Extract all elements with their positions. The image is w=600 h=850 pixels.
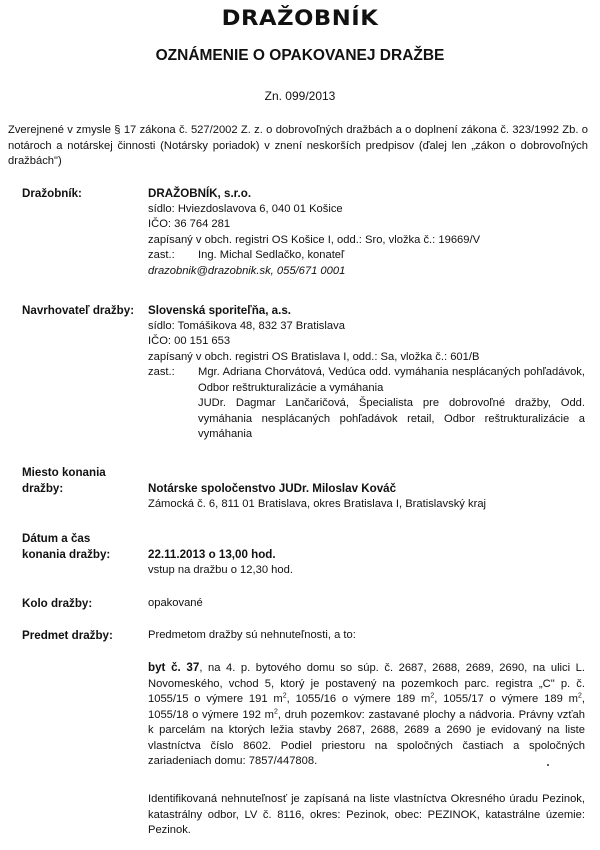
document-title: OZNÁMENIE O OPAKOVANEJ DRAŽBE [155, 47, 445, 64]
auctioneer-contact: drazobnik@drazobnik.sk, 055/671 0001 [148, 264, 346, 277]
flat-text-1: , na 4. p. bytového domu so súp. č. 2687, 2688, 2689, 2690, na ulici L. Novomeského, vchod 5, ktorý je postavený na pozemkoch parc. registra „C" p. č. 1055/15 o výmere 191 m [148, 662, 586, 705]
proposer-register: zapísaný v obch. registri OS Bratislava I, odd.: Sa, vložka č.: 601/B [148, 350, 480, 363]
flat-sup-3: 2 [577, 692, 582, 700]
auctioneer-ico: IČO: 36 764 281 [148, 218, 231, 230]
subject-label: Predmet dražby: [22, 629, 113, 642]
datetime-entry: vstup na dražbu o 12,30 hod. [148, 563, 293, 576]
venue-name: Notárske spoločenstvo JUDr. Miloslav Kováč [148, 482, 397, 495]
flat-text-5: , druh pozemkov: zastavané plochy a nádvoria. Právny vzťah k parcelám na ktorých ležia stavby 2687, 2688, 2689 a 2690 je evidovaný na liste vlastníctva číslo 8602. Podiel priestoru na spoločných častiach a spoločných zariadeniach domu: 7857/447808. [148, 708, 585, 767]
proposer-rep-1: Mgr. Adriana Chorvátová, Vedúca odd. vymáhania nesplácaných pohľadávok, Odbor reštrukturalizácie a vymáhania [198, 366, 585, 394]
reference-number: Zn. 099/2013 [264, 89, 336, 103]
proposer-ico: IČO: 00 151 653 [148, 335, 231, 347]
auctioneer-seat: sídlo: Hviezdoslavova 6, 040 01 Košice [148, 202, 343, 215]
flat-sup-1: 2 [282, 692, 287, 700]
proposer-rep-2: JUDr. Dagmar Lančaričová, Špecialista pre dobrovoľné dražby, Odd. vymáhania nesplácaných pohľadávok retail, Odbor reštrukturalizácie a vymáhania [198, 397, 585, 440]
flat-text-4: , 1055/18 o výmere 192 m [148, 693, 585, 721]
flat-number: byt č. 37 [148, 661, 200, 674]
round-value: opakované [148, 597, 203, 609]
venue-label-line-2: dražby: [22, 481, 64, 495]
company-logo: DRAŽOBNÍK [221, 6, 379, 30]
datetime-label-line-2: konania dražby: [22, 547, 111, 561]
proposer-name: Slovenská sporiteľňa, a.s. [148, 304, 292, 317]
proposer-seat: sídlo: Tomášikova 48, 832 37 Bratislava [148, 319, 345, 332]
auctioneer-rep-label: zast.: [148, 249, 175, 261]
auctioneer-label: Dražobník: [22, 187, 82, 200]
venue-label [22, 465, 142, 496]
proposer-rep-label: zast.: [148, 366, 175, 378]
registry-text: Identifikovaná nehnuteľnosť je zapísaná na liste vlastníctva Okresného úradu Pezinok, katastrálny odbor, LV č. 8116, okres: Pezinok, obec: PEZINOK, katastrálne územie: Pezinok. [148, 793, 585, 836]
datetime-label-line-1: Dátum a čas [22, 532, 91, 545]
venue-address: Zámocká č. 6, 811 01 Bratislava, okres Bratislava I, Bratislavský kraj [148, 497, 487, 510]
auctioneer-register: zapísaný v obch. registri OS Košice I, odd.: Sro, vložka č.: 19669/V [148, 233, 481, 246]
flat-sup-4: 2 [273, 707, 278, 715]
subject-intro: Predmetom dražby sú nehnuteľnosti, a to: [148, 629, 356, 641]
intro-paragraph: Zverejnené v zmysle § 17 zákona č. 527/2002 Z. z. o dobrovoľných dražbách a o doplnení zákona č. 323/1992 Zb. o notároch a notárskej činnosti (Notársky poriadok) v znení neskorších predpisov (ďalej len „zákon o dobrovoľných dražbách") [8, 124, 588, 167]
flat-sup-2: 2 [430, 692, 435, 700]
proposer-label: Navrhovateľ dražby: [22, 304, 135, 317]
venue-label-line-1: Miesto konania [22, 466, 106, 479]
flat-text-3: , 1055/17 o výmere 189 m [434, 693, 578, 705]
round-label: Kolo dražby: [22, 597, 93, 610]
datetime-label [22, 531, 142, 562]
auctioneer-name: DRAŽOBNÍK, s.r.o. [148, 187, 252, 200]
flat-text-2: , 1055/16 o výmere 189 m [286, 693, 431, 705]
scan-dot [547, 764, 549, 766]
auctioneer-rep: Ing. Michal Sedlačko, konateľ [198, 249, 345, 261]
flat-description [148, 660, 585, 770]
datetime-value: 22.11.2013 o 13,00 hod. [148, 548, 276, 561]
